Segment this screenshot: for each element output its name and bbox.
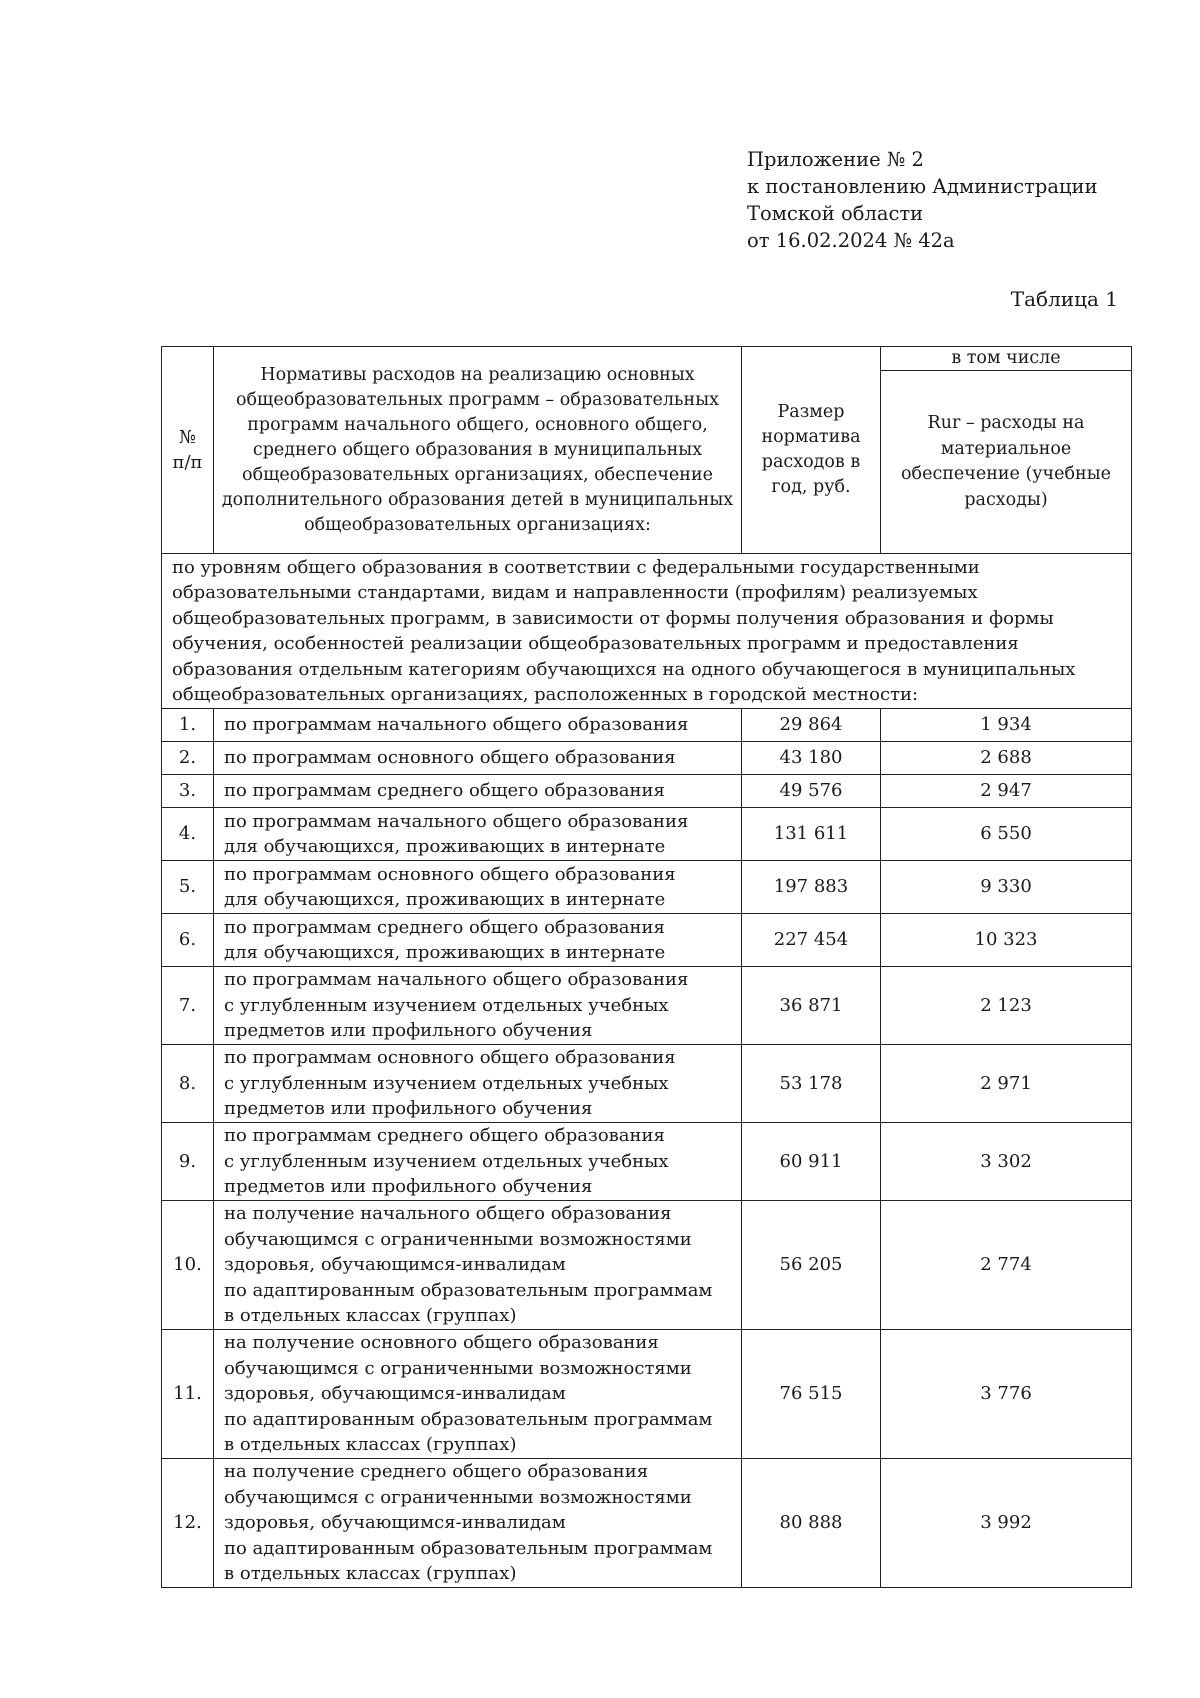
row-number: 10. (162, 1201, 214, 1330)
row-norm-size: 76 515 (742, 1330, 881, 1459)
row-norm-size: 60 911 (742, 1123, 881, 1201)
row-description: по программам основного общего образования (214, 742, 742, 775)
appendix-line: Томской области (747, 202, 924, 225)
row-description: по программам начального общего образования с углубленным изучением отдельных учебных предметов или профильного обучения (214, 967, 742, 1045)
row-rur-value: 2 688 (881, 742, 1132, 775)
row-rur-value: 1 934 (881, 709, 1132, 742)
section-text: по уровням общего образования в соответствии с федеральными государственными образовательными стандартами, видам и направленности (профилям) реализуемых общеобразовательных программ, в зависимости от формы получения образования и формы обучения, особенностей реализации общеобразовательных программ и предоставления образования отдельным категориям обучающихся на одного обучающегося в муниципальных общеобразовательных организациях, расположенных в городской местности: (162, 554, 1132, 709)
header-col-size: Размер норматива расходов в год, руб. (742, 347, 881, 554)
row-norm-size: 227 454 (742, 914, 881, 967)
table-row (162, 709, 1132, 742)
table-row (162, 775, 1132, 808)
row-norm-size: 131 611 (742, 808, 881, 861)
row-rur-value: 3 776 (881, 1330, 1132, 1459)
row-rur-value: 2 947 (881, 775, 1132, 808)
row-number: 11. (162, 1330, 214, 1459)
row-rur-value: 10 323 (881, 914, 1132, 967)
table-header-row (162, 347, 1132, 371)
row-rur-value: 2 971 (881, 1045, 1132, 1123)
table-caption: Таблица 1 (1010, 287, 1118, 311)
row-norm-size: 36 871 (742, 967, 881, 1045)
table-row (162, 1123, 1132, 1201)
row-rur-value: 2 123 (881, 967, 1132, 1045)
table-row (162, 808, 1132, 861)
header-col-rur: Rur – расходы на материальное обеспечение (учебные расходы) (881, 371, 1132, 554)
appendix-line: Приложение № 2 (747, 148, 924, 171)
row-norm-size: 56 205 (742, 1201, 881, 1330)
row-description: по программам основного общего образования для обучающихся, проживающих в интернате (214, 861, 742, 914)
row-number: 7. (162, 967, 214, 1045)
table-row (162, 1201, 1132, 1330)
row-norm-size: 53 178 (742, 1045, 881, 1123)
row-description: по программам основного общего образования с углубленным изучением отдельных учебных предметов или профильного обучения (214, 1045, 742, 1123)
row-description: по программам среднего общего образования с углубленным изучением отдельных учебных предметов или профильного обучения (214, 1123, 742, 1201)
row-norm-size: 80 888 (742, 1459, 881, 1588)
table-row (162, 742, 1132, 775)
row-description: по программам начального общего образования для обучающихся, проживающих в интернате (214, 808, 742, 861)
row-description: на получение начального общего образования обучающимся с ограниченными возможностями здоровья, обучающимся-инвалидам по адаптированным образовательным программам в отдельных классах (группах) (214, 1201, 742, 1330)
row-number: 6. (162, 914, 214, 967)
row-description: по программам среднего общего образования для обучающихся, проживающих в интернате (214, 914, 742, 967)
table-row (162, 967, 1132, 1045)
row-number: 12. (162, 1459, 214, 1588)
row-number: 2. (162, 742, 214, 775)
table-row (162, 1459, 1132, 1588)
row-rur-value: 3 992 (881, 1459, 1132, 1588)
header-col-including: в том числе (881, 347, 1132, 371)
header-col-no: № п/п (162, 347, 214, 554)
appendix-line: от 16.02.2024 № 42а (747, 229, 955, 252)
appendix-header (747, 146, 1098, 254)
row-norm-size: 29 864 (742, 709, 881, 742)
appendix-line: к постановлению Администрации (747, 175, 1098, 198)
row-norm-size: 49 576 (742, 775, 881, 808)
norms-table (161, 346, 1132, 1588)
row-description: по программам начального общего образования (214, 709, 742, 742)
header-col-desc: Нормативы расходов на реализацию основных общеобразовательных программ – образовательных программ начального общего, основного общего, среднего общего образования в муниципальных общеобразовательных организациях, обеспечение дополнительного образования детей в муниципальных общеобразовательных организациях: (214, 347, 742, 554)
row-description: на получение среднего общего образования обучающимся с ограниченными возможностями здоровья, обучающимся-инвалидам по адаптированным образовательным программам в отдельных классах (группах) (214, 1459, 742, 1588)
row-number: 9. (162, 1123, 214, 1201)
row-description: на получение основного общего образования обучающимся с ограниченными возможностями здоровья, обучающимся-инвалидам по адаптированным образовательным программам в отдельных классах (группах) (214, 1330, 742, 1459)
row-rur-value: 9 330 (881, 861, 1132, 914)
table-row (162, 1330, 1132, 1459)
row-norm-size: 197 883 (742, 861, 881, 914)
row-rur-value: 6 550 (881, 808, 1132, 861)
row-rur-value: 3 302 (881, 1123, 1132, 1201)
table-row (162, 914, 1132, 967)
row-rur-value: 2 774 (881, 1201, 1132, 1330)
table-row (162, 1045, 1132, 1123)
row-number: 3. (162, 775, 214, 808)
section-row (162, 554, 1132, 709)
row-norm-size: 43 180 (742, 742, 881, 775)
row-number: 8. (162, 1045, 214, 1123)
table-row (162, 861, 1132, 914)
row-number: 4. (162, 808, 214, 861)
row-number: 5. (162, 861, 214, 914)
row-description: по программам среднего общего образования (214, 775, 742, 808)
row-number: 1. (162, 709, 214, 742)
